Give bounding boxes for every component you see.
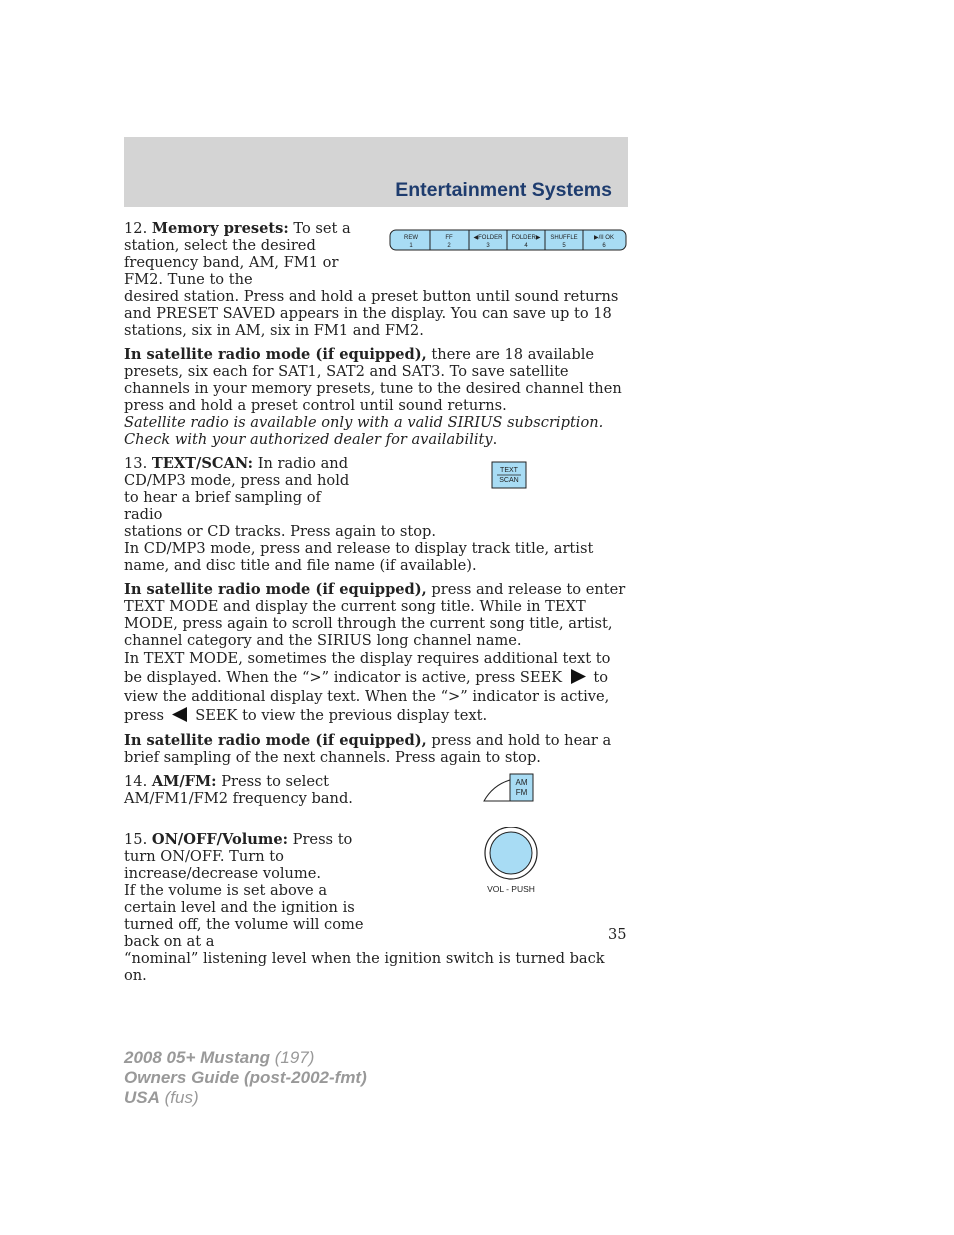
preset-button-4-label: FOLDER▶ — [511, 235, 541, 241]
item-13-text-mode-b: to view the additional display text. When the “>” indicator is active, press — [124, 669, 610, 724]
item-13-text-mode — [124, 649, 628, 725]
footer-market-code: (fus) — [164, 1088, 199, 1107]
page-content — [124, 220, 628, 984]
seek-backward-icon — [172, 707, 188, 722]
preset-buttons-figure — [389, 229, 627, 253]
preset-button-1-label: REW — [404, 235, 418, 241]
item-13-text-3: In CD/MP3 mode, press and release to display track title, artist name, and disc title and file name (if available). — [124, 540, 594, 574]
item-14-number: 14. — [124, 773, 148, 790]
item-13 — [124, 455, 628, 766]
text-scan-top-label: TEXT — [500, 467, 518, 474]
volume-knob-figure — [480, 827, 546, 897]
item-13-satellite — [124, 581, 628, 649]
item-13-satellite-2-text: press and hold to hear a brief sampling of the next channels. Press again to stop. — [124, 732, 612, 766]
footer-line-1 — [124, 1048, 367, 1068]
item-15-label: ON/OFF/Volume: — [151, 831, 288, 848]
section-title: Entertainment Systems — [395, 179, 612, 201]
footer-market: USA — [124, 1088, 160, 1107]
item-12-satellite — [124, 346, 628, 414]
item-13-text-2: stations or CD tracks. Press again to stop. — [124, 523, 437, 540]
subscription-note-end: . — [492, 431, 498, 448]
item-13-satellite-2-label: In satellite radio mode (if equipped), — [124, 732, 427, 749]
item-13-label: TEXT/SCAN: — [151, 455, 254, 472]
item-13-satellite-label: In satellite radio mode (if equipped), — [124, 581, 427, 598]
item-15-text-2: If the volume is set above a certain level and the ignition is turned off, the volume will come back on at a — [124, 882, 364, 950]
item-14-description: Press to select AM/FM1/FM2 frequency band. — [124, 773, 353, 807]
item-15 — [124, 831, 628, 984]
text-scan-bottom-label: SCAN — [499, 477, 519, 484]
item-12-text-1: To set a station, select the desired frequency band, AM, FM1 or FM2. Tune to the — [124, 220, 351, 288]
am-fm-button-figure — [483, 772, 535, 802]
item-15-text-3: “nominal” listening level when the ignition switch is turned back on. — [124, 950, 605, 984]
item-12-label: Memory presets: — [151, 220, 289, 237]
item-13-satellite-2 — [124, 732, 628, 766]
page-number: 35 — [608, 926, 627, 943]
footer-line-2 — [124, 1068, 367, 1088]
footer-guide: Owners Guide (post-2002-fmt) — [124, 1068, 367, 1087]
item-14 — [124, 773, 628, 825]
item-12-text-2: desired station. Press and hold a preset button until sound returns and PRESET SAVED appears in the display. You can save up to 18 stations, six in AM, six in FM1 and FM2. — [124, 288, 619, 339]
footer-model-code: (197) — [274, 1048, 315, 1067]
am-fm-top-label: AM — [515, 778, 528, 787]
item-13-intro — [124, 455, 354, 523]
preset-button-2-number: 2 — [447, 243, 451, 249]
subscription-note: Satellite radio is available only with a valid SIRIUS subscription. Check with your authorized dealer for availability — [124, 414, 604, 448]
preset-button-5-number: 5 — [562, 243, 566, 249]
footer-model: 2008 05+ Mustang — [124, 1048, 270, 1067]
item-14-label: AM/FM: — [151, 773, 217, 790]
preset-button-6-number: 6 — [602, 243, 606, 249]
preset-button-5-label: SHUFFLE — [550, 235, 578, 241]
preset-button-3-number: 3 — [486, 243, 490, 249]
item-15-text-1: Press to turn ON/OFF. Turn to increase/decrease volume. — [124, 831, 353, 882]
item-12-satellite-text: there are 18 available presets, six each for SAT1, SAT2 and SAT3. To save satellite channels in your memory presets, tune to the desired channel then press and hold a preset control until sound returns. — [124, 346, 622, 414]
item-12-satellite-label: In satellite radio mode (if equipped), — [124, 346, 427, 363]
footer-line-3 — [124, 1088, 367, 1108]
item-12-note — [124, 414, 628, 448]
footer — [124, 1048, 367, 1108]
preset-button-3-label: ◀FOLDER — [473, 235, 503, 241]
item-13-satellite-text: press and release to enter TEXT MODE and display the current song title. While in TEXT MODE, press again to scroll through the current song title, artist, channel category and the SIRIUS long channel name. — [124, 581, 626, 649]
seek-forward-icon — [570, 669, 586, 684]
item-15-number: 15. — [124, 831, 148, 848]
preset-button-2-label: FF — [445, 235, 453, 241]
preset-button-1-number: 1 — [409, 243, 413, 249]
preset-button-4-number: 4 — [524, 243, 528, 249]
text-scan-button-figure — [491, 461, 527, 489]
item-13-number: 13. — [124, 455, 148, 472]
item-13-text-mode-a: In TEXT MODE, sometimes the display requires additional text to be displayed. When the “>” indicator is active, press SEEK — [124, 650, 611, 686]
volume-knob-label: VOL - PUSH — [487, 884, 535, 894]
item-12-number: 12. — [124, 220, 148, 237]
item-15-intro — [124, 831, 374, 882]
preset-button-6-label: ▶/II OK — [594, 235, 614, 241]
item-13-text-mode-c: SEEK to view the previous display text. — [195, 707, 488, 724]
item-14-text — [124, 773, 354, 807]
item-12 — [124, 220, 628, 448]
item-12-intro — [124, 220, 374, 288]
am-fm-bottom-label: FM — [515, 788, 528, 797]
section-header — [124, 137, 628, 207]
item-13-text-1: In radio and CD/MP3 mode, press and hold to hear a brief sampling of radio — [124, 455, 350, 523]
